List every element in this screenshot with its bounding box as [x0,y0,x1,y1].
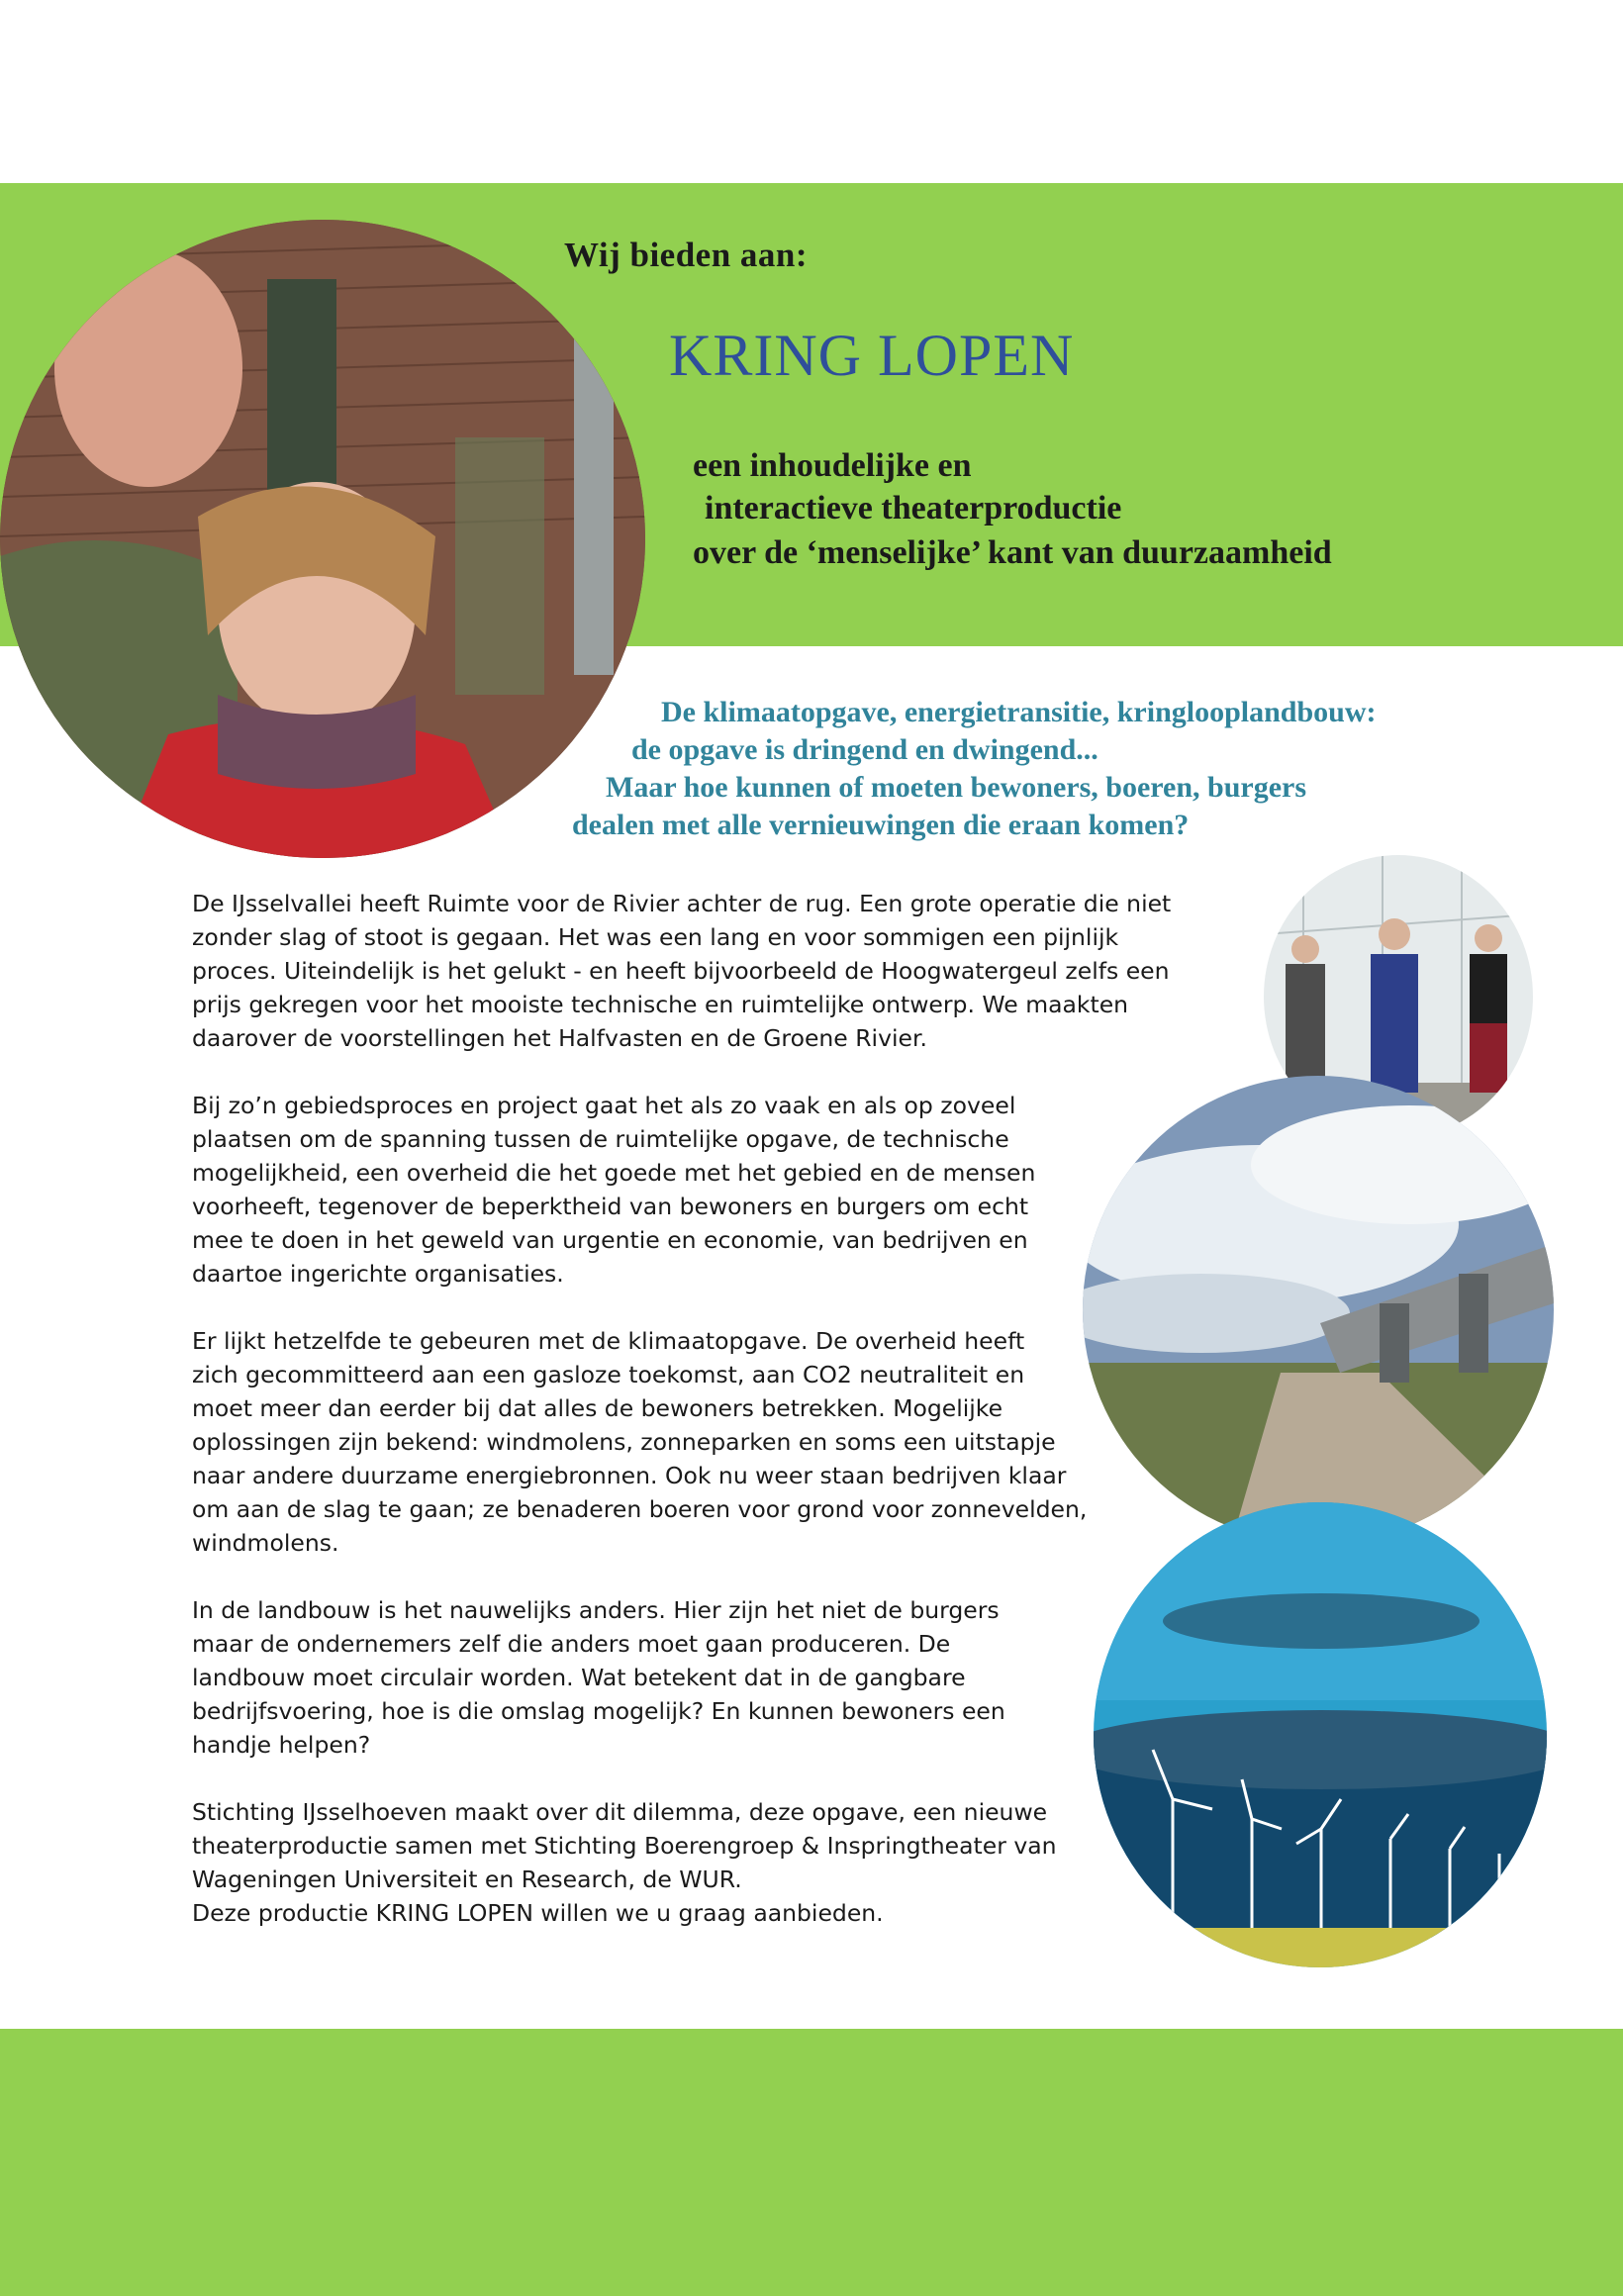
text-line: zonder slag of stoot is gegaan. Het was een lang en voor sommigen een pijnlijk [192,923,1119,951]
paragraph-1 [192,887,1171,1055]
offer-label: Wij bieden aan: [564,236,809,274]
text-line: windmolens. [192,1529,339,1557]
text-line: naar andere duurzame energiebronnen. Ook nu weer staan bedrijven klaar [192,1462,1067,1489]
teaser-line-3: Maar hoe kunnen of moeten bewoners, boeren, burgers [606,771,1307,804]
text-line: Er lijkt hetzelfde te gebeuren met de klimaatopgave. De overheid heeft [192,1327,1025,1355]
text-line: moet meer dan eerder bij dat alles de bewoners betrekken. Mogelijke [192,1394,1003,1422]
text-line: theaterproductie samen met Stichting Boerengroep & Inspringtheater van [192,1832,1057,1860]
subtitle-line-2: interactieve theaterproductie [705,490,1122,526]
text-line: Stichting IJsselhoeven maakt over dit dilemma, deze opgave, een nieuwe [192,1798,1048,1826]
paragraph-5 [192,1795,1171,1930]
text-line: In de landbouw is het nauwelijks anders. Hier zijn het niet de burgers [192,1596,1000,1624]
text-line: Deze productie KRING LOPEN willen we u graag aanbieden. [192,1899,884,1927]
text-line: handje helpen? [192,1731,371,1759]
body-text [192,887,1171,1930]
text-line: mogelijkheid, een overheid die het goede met het gebied en de mensen [192,1159,1036,1187]
text-line: prijs gekregen voor het mooiste technische en ruimtelijke ontwerp. We maakten [192,991,1129,1018]
paragraph-4 [192,1593,1171,1762]
text-line: bedrijfsvoering, hoe is die omslag mogelijk? En kunnen bewoners een [192,1697,1005,1725]
paragraph-3 [192,1324,1171,1560]
page-title: KRING LOPEN [669,323,1075,388]
teaser-line-2: de opgave is dringend en dwingend... [631,733,1098,766]
text-line: voorheeft, tegenover de beperktheid van bewoners en burgers om echt [192,1193,1029,1220]
text-line: De IJsselvallei heeft Ruimte voor de Rivier achter de rug. Een grote operatie die niet [192,890,1172,917]
subtitle-line-3: over de ‘menselijke’ kant van duurzaamheid [693,534,1332,571]
photo-people-circle [0,220,645,858]
text-line: plaatsen om de spanning tussen de ruimtelijke opgave, de technische [192,1125,1009,1153]
bottom-green-band [0,2029,1623,2296]
text-line: landbouw moet circulair worden. Wat betekent dat in de gangbare [192,1664,966,1691]
teaser-line-4: dealen met alle vernieuwingen die eraan komen? [572,809,1190,841]
text-line: proces. Uiteindelijk is het gelukt - en heeft bijvoorbeeld de Hoogwatergeul zelfs een [192,957,1170,985]
text-line: Wageningen Universiteit en Research, de WUR. [192,1866,742,1893]
text-line: om aan de slag te gaan; ze benaderen boeren voor grond voor zonnevelden, [192,1495,1088,1523]
text-line: mee te doen in het geweld van urgentie en economie, van bedrijven en [192,1226,1028,1254]
text-line: Bij zo’n gebiedsproces en project gaat het als zo vaak en als op zoveel [192,1092,1016,1119]
text-line: daarover de voorstellingen het Halfvasten en de Groene Rivier. [192,1024,927,1052]
subtitle-line-1: een inhoudelijke en [693,447,972,484]
text-line: oplossingen zijn bekend: windmolens, zonneparken en soms een uitstapje [192,1428,1056,1456]
text-line: daartoe ingerichte organisaties. [192,1260,564,1288]
teaser-line-1: De klimaatopgave, energietransitie, kringlooplandbouw: [661,696,1377,728]
text-line: zich gecommitteerd aan een gasloze toekomst, aan CO2 neutraliteit en [192,1361,1025,1388]
text-line: maar de ondernemers zelf die anders moet gaan produceren. De [192,1630,951,1658]
paragraph-2 [192,1089,1171,1291]
